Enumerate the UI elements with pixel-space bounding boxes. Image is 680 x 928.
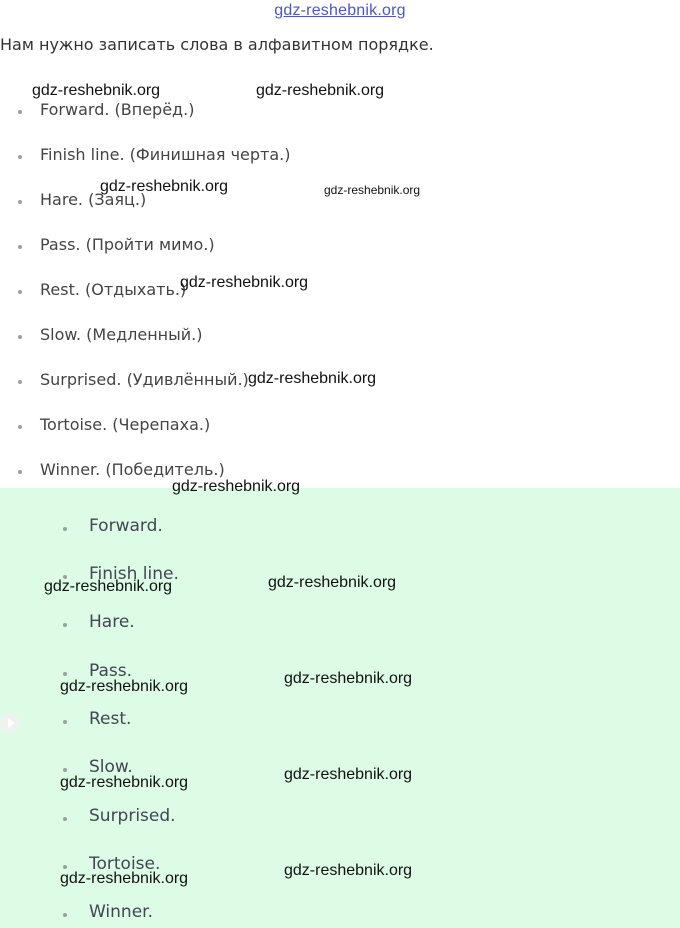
bullet-icon bbox=[18, 200, 22, 204]
bullet-icon bbox=[18, 425, 22, 429]
bullet-icon bbox=[18, 110, 22, 114]
bullet-icon bbox=[18, 380, 22, 384]
answer-panel: Forward. Finish line. Hare. Pass. Rest. Slow. Surprised. Tortoise. Winner. bbox=[0, 488, 680, 928]
bullet-icon bbox=[63, 623, 67, 627]
bullet-icon bbox=[63, 672, 67, 676]
watermark: gdz-reshebnik.org bbox=[60, 870, 189, 887]
intro-text: Нам нужно записать слова в алфавитном порядке. bbox=[0, 35, 434, 54]
site-header-link[interactable]: gdz-reshebnik.org bbox=[274, 2, 406, 19]
bullet-icon bbox=[63, 720, 67, 724]
bullet-icon bbox=[18, 155, 22, 159]
watermark: gdz-reshebnik.org bbox=[284, 862, 413, 879]
watermark: gdz-reshebnik.org bbox=[284, 766, 413, 783]
watermark: gdz-reshebnik.org bbox=[256, 82, 385, 99]
bullet-icon bbox=[63, 817, 67, 821]
bullet-icon bbox=[63, 768, 67, 772]
bullet-icon bbox=[63, 527, 67, 531]
watermark: gdz-reshebnik.org bbox=[284, 670, 413, 687]
watermark: gdz-reshebnik.org bbox=[180, 274, 309, 291]
watermark: gdz-reshebnik.org bbox=[324, 183, 421, 197]
watermark: gdz-reshebnik.org bbox=[172, 478, 301, 495]
bullet-icon bbox=[63, 865, 67, 869]
bullet-icon bbox=[18, 290, 22, 294]
bullet-icon bbox=[18, 470, 22, 474]
watermark: gdz-reshebnik.org bbox=[100, 178, 229, 195]
bullet-icon bbox=[63, 913, 67, 917]
watermark: gdz-reshebnik.org bbox=[268, 574, 397, 591]
watermark: gdz-reshebnik.org bbox=[44, 578, 173, 595]
watermark: gdz-reshebnik.org bbox=[248, 370, 377, 387]
bullet-icon bbox=[18, 245, 22, 249]
watermark: gdz-reshebnik.org bbox=[32, 82, 161, 99]
watermark: gdz-reshebnik.org bbox=[60, 774, 189, 791]
play-icon[interactable] bbox=[0, 713, 20, 733]
watermark: gdz-reshebnik.org bbox=[60, 678, 189, 695]
bullet-icon bbox=[18, 335, 22, 339]
